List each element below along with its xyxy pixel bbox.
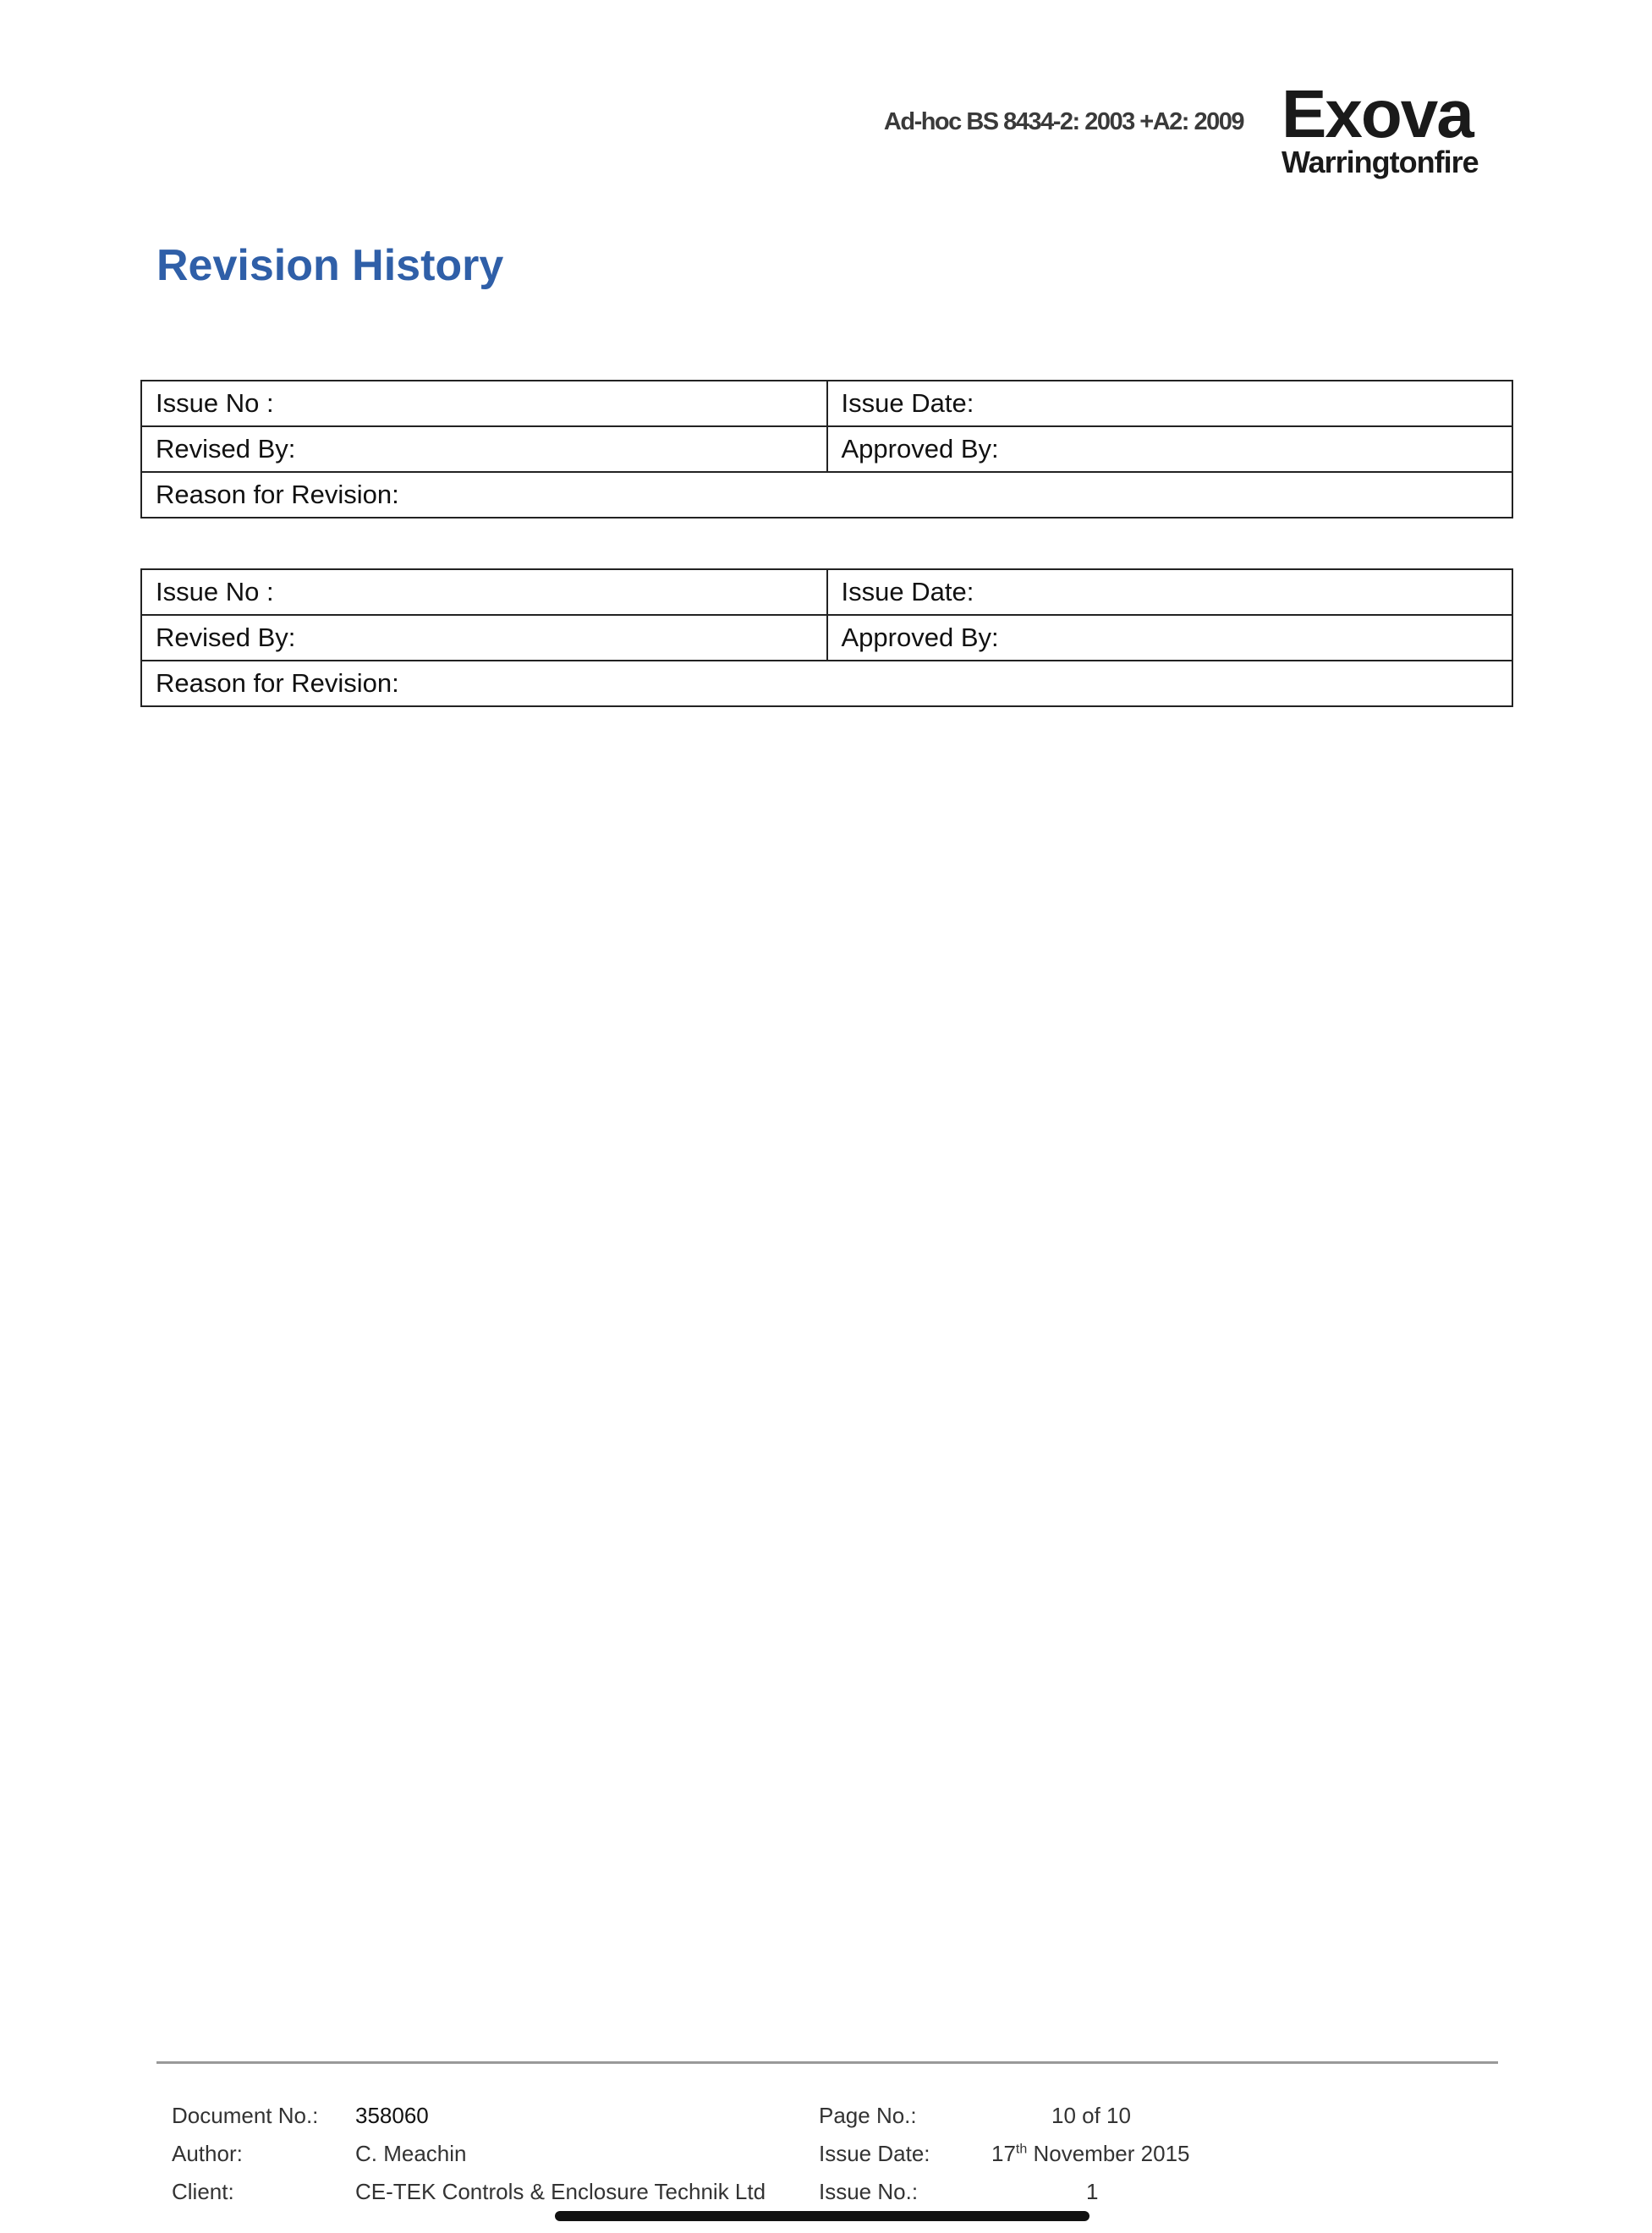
issue-date-cell: Issue Date:	[827, 381, 1513, 426]
footer-issue-date	[991, 2141, 1190, 2167]
issue-date-day: 17	[991, 2141, 1016, 2166]
revised-by-cell: Revised By:	[141, 615, 827, 661]
footer-client-label: Client:	[172, 2179, 234, 2204]
footer-author: C. Meachin	[355, 2141, 467, 2166]
footer-divider	[156, 2061, 1498, 2064]
reason-cell: Reason for Revision:	[141, 472, 1512, 518]
header-standard: Ad-hoc BS 8434-2: 2003 +A2: 2009	[883, 108, 1243, 135]
footer-client: CE-TEK Controls & Enclosure Technik Ltd	[355, 2179, 766, 2204]
footer-document-no-label: Document No.:	[172, 2103, 319, 2128]
page-title: Revision History	[156, 241, 504, 290]
issue-no-cell: Issue No :	[141, 569, 827, 615]
logo-sub-text: Warringtonfire	[1282, 145, 1479, 179]
issue-no-cell: Issue No :	[141, 381, 827, 426]
exova-logo	[1282, 76, 1489, 179]
footer-issue-date-label: Issue Date:	[819, 2141, 930, 2166]
issue-date-suffix: th	[1015, 2142, 1028, 2157]
home-indicator[interactable]	[555, 2211, 1089, 2221]
revision-table-1	[140, 380, 1513, 518]
approved-by-cell: Approved By:	[827, 615, 1513, 661]
revised-by-cell: Revised By:	[141, 426, 827, 472]
logo-main-text: Exova	[1282, 76, 1473, 151]
revision-table-2	[140, 568, 1513, 707]
reason-cell: Reason for Revision:	[141, 661, 1512, 706]
footer-issue-no: 1	[1086, 2179, 1099, 2204]
footer-author-label: Author:	[172, 2141, 243, 2166]
approved-by-cell: Approved By:	[827, 426, 1513, 472]
issue-date-rest: November 2015	[1027, 2141, 1190, 2166]
footer-page-no: 10 of 10	[1051, 2103, 1131, 2128]
issue-date-cell: Issue Date:	[827, 569, 1513, 615]
footer-document-no: 358060	[355, 2103, 429, 2128]
footer-page-no-label: Page No.:	[819, 2103, 917, 2128]
footer-issue-no-label: Issue No.:	[819, 2179, 919, 2204]
